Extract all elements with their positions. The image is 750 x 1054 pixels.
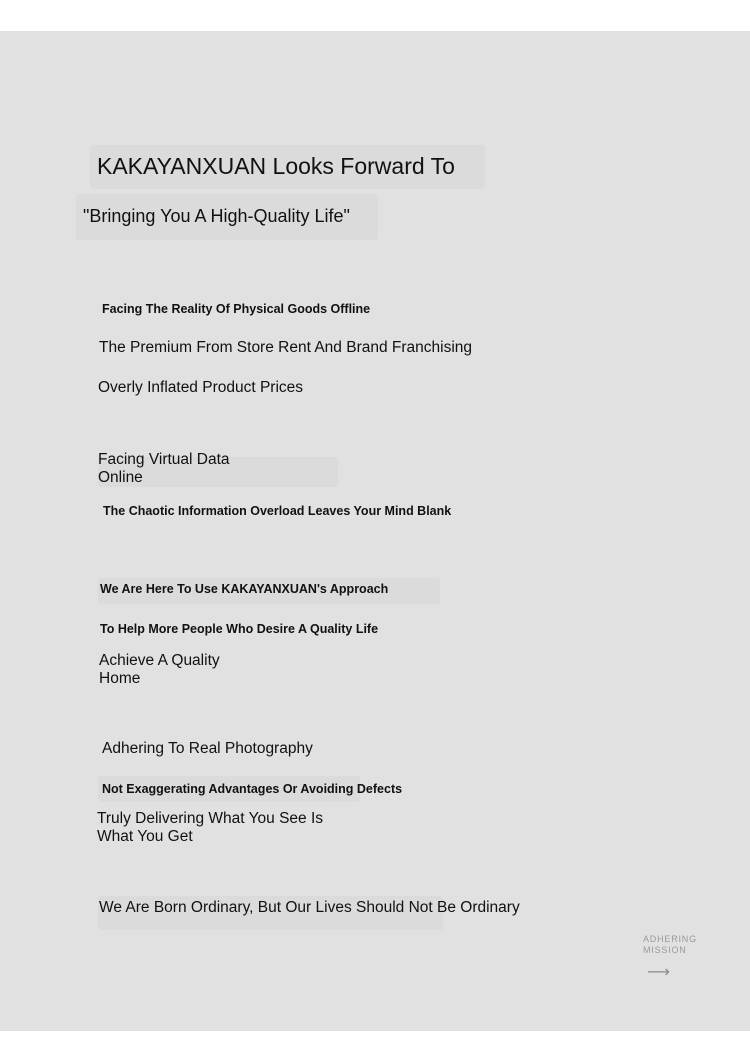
offline-line-2: Overly Inflated Product Prices (98, 379, 304, 396)
offline-line-1: The Premium From Store Rent And Brand Franchising (99, 339, 473, 356)
approach-line-2: To Help More People Who Desire A Quality Life (100, 622, 379, 636)
subheadline: "Bringing You A High-Quality Life" (83, 206, 350, 226)
mission-label-text: ADHERING MISSION (643, 934, 697, 955)
principles-line-2: Not Exaggerating Advantages Or Avoiding Defects (102, 782, 403, 796)
offline-intro: Facing The Reality Of Physical Goods Offline (102, 302, 371, 316)
online-line-1: The Chaotic Information Overload Leaves Your Mind Blank (103, 504, 452, 518)
approach-line-1: We Are Here To Use KAKAYANXUAN's Approach (100, 582, 389, 596)
arrow-right-icon[interactable]: ⟶ (647, 964, 670, 981)
closing-statement: We Are Born Ordinary, But Our Lives Should Not Be Ordinary (99, 899, 520, 916)
approach-line-3: Achieve A Quality Home (99, 652, 220, 687)
online-heading: Facing Virtual Data Online (98, 451, 230, 486)
mission-label (643, 934, 703, 956)
principles-line-3: Truly Delivering What You See Is What You Get (97, 810, 324, 845)
headline: KAKAYANXUAN Looks Forward To (97, 153, 455, 179)
principles-line-1: Adhering To Real Photography (102, 740, 313, 757)
